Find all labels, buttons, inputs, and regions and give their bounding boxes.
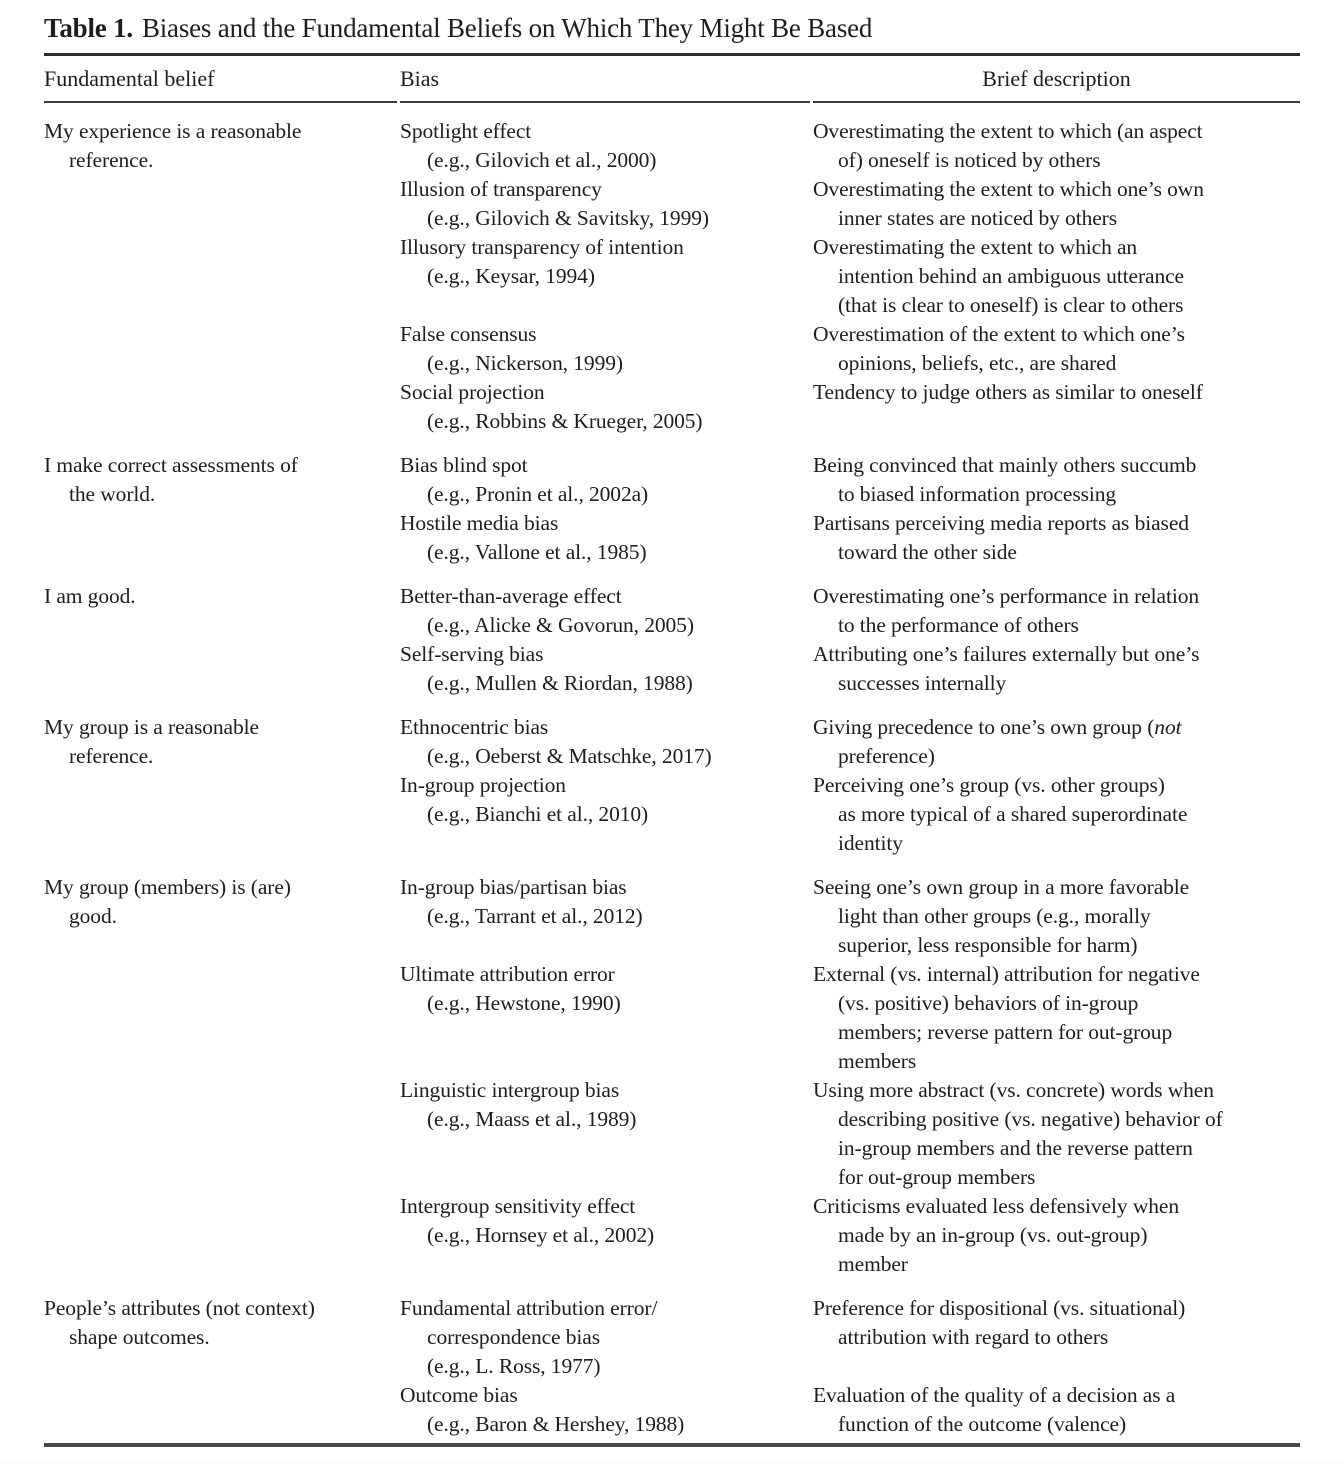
belief-line: I am good. (44, 584, 136, 608)
description-line: made by an in-group (vs. out-group) (838, 1223, 1148, 1247)
table-body (44, 117, 1300, 1439)
bias-name-line: False consensus (400, 322, 537, 346)
belief-group (44, 713, 1300, 858)
bias-name-line: Spotlight effect (400, 119, 532, 143)
description-line: to the performance of others (838, 613, 1079, 637)
brief-description-cell (813, 117, 1300, 175)
bias-citation-line: (e.g., Tarrant et al., 2012) (427, 904, 643, 928)
description-line: members (838, 1049, 917, 1073)
description-line: inner states are noticed by others (838, 206, 1117, 230)
bias-cell (400, 1192, 813, 1279)
brief-description-cell (813, 771, 1300, 858)
brief-description-cell (813, 873, 1300, 960)
table-row (400, 378, 1300, 436)
description-line: light than other groups (e.g., morally (838, 904, 1151, 928)
table-row (400, 509, 1300, 567)
description-line: Overestimating one’s performance in relation (813, 584, 1200, 608)
fundamental-belief-cell (44, 873, 400, 1279)
description-line: Tendency to judge others as similar to oneself (813, 380, 1203, 404)
bias-citation-line: (e.g., Hornsey et al., 2002) (427, 1223, 655, 1247)
column-header-fundamental-belief: Fundamental belief (44, 56, 397, 103)
bias-citation-line: (e.g., Robbins & Krueger, 2005) (427, 409, 703, 433)
table-title (44, 12, 1300, 44)
brief-description-cell (813, 1294, 1300, 1381)
table-title-text: Biases and the Fundamental Beliefs on Which They Might Be Based (141, 13, 873, 43)
bias-citation-line: (e.g., Mullen & Riordan, 1988) (427, 671, 693, 695)
bias-citation-line: (e.g., L. Ross, 1977) (427, 1354, 601, 1378)
brief-description-cell (813, 509, 1300, 567)
belief-line: shape outcomes. (69, 1325, 210, 1349)
bias-cell (400, 582, 813, 640)
bias-name-line: Self-serving bias (400, 642, 544, 666)
bias-cell (400, 1076, 813, 1192)
description-line: as more typical of a shared superordinate (838, 802, 1188, 826)
bias-name-line: Outcome bias (400, 1383, 518, 1407)
bias-name-line: In-group projection (400, 773, 566, 797)
bias-cell (400, 640, 813, 698)
bias-cell (400, 713, 813, 771)
table-row (400, 1294, 1300, 1381)
belief-line: good. (69, 904, 117, 928)
bias-citation-line: (e.g., Keysar, 1994) (427, 264, 595, 288)
description-line: of) oneself is noticed by others (838, 148, 1101, 172)
table-row (400, 117, 1300, 175)
table-row (400, 320, 1300, 378)
brief-description-cell (813, 1192, 1300, 1279)
table-row (400, 873, 1300, 960)
description-line: intention behind an ambiguous utterance (838, 264, 1184, 288)
description-line: describing positive (vs. negative) behavior of (838, 1107, 1223, 1131)
fundamental-belief-cell (44, 713, 400, 858)
brief-description-cell (813, 1381, 1300, 1439)
description-line: Overestimating the extent to which one’s own (813, 177, 1204, 201)
bias-cell (400, 771, 813, 858)
description-line: External (vs. internal) attribution for negative (813, 962, 1200, 986)
bias-cell (400, 117, 813, 175)
bias-cell (400, 1294, 813, 1381)
bias-citation-line: (e.g., Gilovich et al., 2000) (427, 148, 657, 172)
table-row (400, 771, 1300, 858)
brief-description-cell (813, 713, 1300, 771)
belief-line: I make correct assessments of (44, 453, 298, 477)
brief-description-cell (813, 960, 1300, 1076)
description-line: Using more abstract (vs. concrete) words when (813, 1078, 1214, 1102)
description-line: to biased information processing (838, 482, 1117, 506)
belief-group (44, 1294, 1300, 1439)
bias-name-line: Intergroup sensitivity effect (400, 1194, 636, 1218)
bias-cell (400, 960, 813, 1076)
bias-citation-line: (e.g., Oeberst & Matschke, 2017) (427, 744, 712, 768)
description-line: Partisans perceiving media reports as biased (813, 511, 1189, 535)
table-row (400, 960, 1300, 1076)
description-line: Seeing one’s own group in a more favorable (813, 875, 1190, 899)
brief-description-cell (813, 233, 1300, 320)
bias-citation-line: (e.g., Alicke & Govorun, 2005) (427, 613, 694, 637)
bias-name-line: correspondence bias (427, 1325, 601, 1349)
table-header-row (44, 56, 1300, 103)
description-line: Overestimation of the extent to which one’s (813, 322, 1185, 346)
bias-name-line: Social projection (400, 380, 545, 404)
bias-cell (400, 451, 813, 509)
bias-citation-line: (e.g., Bianchi et al., 2010) (427, 802, 649, 826)
description-line: Being convinced that mainly others succumb (813, 453, 1197, 477)
description-line: toward the other side (838, 540, 1017, 564)
description-line: for out-group members (838, 1165, 1036, 1189)
description-line: superior, less responsible for harm) (838, 933, 1138, 957)
description-line: Attributing one’s failures externally but one’s (813, 642, 1200, 666)
bias-citation-line: (e.g., Hewstone, 1990) (427, 991, 621, 1015)
description-line: Preference for dispositional (vs. situational) (813, 1296, 1186, 1320)
bias-name-line: Linguistic intergroup bias (400, 1078, 620, 1102)
belief-line: My group (members) is (are) (44, 875, 291, 899)
table-row (400, 640, 1300, 698)
table-row (400, 233, 1300, 320)
bias-rows (400, 1294, 1300, 1439)
bias-name-line: Hostile media bias (400, 511, 559, 535)
belief-group (44, 117, 1300, 436)
brief-description-cell (813, 175, 1300, 233)
bias-cell (400, 873, 813, 960)
bias-cell (400, 233, 813, 320)
bias-cell (400, 1381, 813, 1439)
belief-line: My experience is a reasonable (44, 119, 302, 143)
description-line: identity (838, 831, 903, 855)
description-line: Overestimating the extent to which an (813, 235, 1138, 259)
table-row (400, 451, 1300, 509)
description-line: successes internally (838, 671, 1007, 695)
description-line: member (838, 1252, 908, 1276)
bias-rows (400, 451, 1300, 567)
bias-cell (400, 509, 813, 567)
description-line: (vs. positive) behaviors of in-group (838, 991, 1139, 1015)
table-row (400, 1381, 1300, 1439)
bias-rows (400, 873, 1300, 1279)
column-header-brief-description: Brief description (813, 56, 1300, 103)
belief-line: reference. (69, 148, 154, 172)
description-line: Criticisms evaluated less defensively when (813, 1194, 1179, 1218)
belief-group (44, 873, 1300, 1279)
description-line: Overestimating the extent to which (an aspect (813, 119, 1203, 143)
bias-cell (400, 378, 813, 436)
fundamental-belief-cell (44, 1294, 400, 1439)
page-bottom-edge (0, 1460, 1344, 1464)
bias-rows (400, 117, 1300, 436)
bias-cell (400, 175, 813, 233)
description-line: Evaluation of the quality of a decision as a (813, 1383, 1176, 1407)
brief-description-cell (813, 582, 1300, 640)
description-line: Giving precedence to one’s own group (not (813, 715, 1182, 739)
bias-name-line: Ultimate attribution error (400, 962, 615, 986)
bias-citation-line: (e.g., Nickerson, 1999) (427, 351, 623, 375)
description-line: attribution with regard to others (838, 1325, 1109, 1349)
bias-citation-line: (e.g., Baron & Hershey, 1988) (427, 1412, 685, 1436)
bias-name-line: Bias blind spot (400, 453, 528, 477)
bias-name-line: Fundamental attribution error/ (400, 1296, 658, 1320)
description-line: opinions, beliefs, etc., are shared (838, 351, 1117, 375)
bias-citation-line: (e.g., Vallone et al., 1985) (427, 540, 647, 564)
brief-description-cell (813, 640, 1300, 698)
description-line: Perceiving one’s group (vs. other groups) (813, 773, 1165, 797)
belief-line: My group is a reasonable (44, 715, 259, 739)
bias-name-line: Better-than-average effect (400, 584, 622, 608)
bias-rows (400, 582, 1300, 698)
description-line: in-group members and the reverse pattern (838, 1136, 1193, 1160)
bias-cell (400, 320, 813, 378)
brief-description-cell (813, 320, 1300, 378)
belief-line: People’s attributes (not context) (44, 1296, 315, 1320)
description-line: preference) (838, 744, 935, 768)
belief-group (44, 582, 1300, 698)
fundamental-belief-cell (44, 451, 400, 567)
table-title-label: Table 1. (44, 13, 133, 43)
table-row (400, 582, 1300, 640)
paper-table-page (0, 12, 1344, 1464)
bias-name-line: Ethnocentric bias (400, 715, 549, 739)
description-line: function of the outcome (valence) (838, 1412, 1127, 1436)
fundamental-belief-cell (44, 117, 400, 436)
belief-line: the world. (69, 482, 156, 506)
belief-group (44, 451, 1300, 567)
table-row (400, 1192, 1300, 1279)
table-row (400, 1076, 1300, 1192)
brief-description-cell (813, 451, 1300, 509)
description-line: (that is clear to oneself) is clear to others (838, 293, 1184, 317)
table-row (400, 713, 1300, 771)
fundamental-belief-cell (44, 582, 400, 698)
bias-citation-line: (e.g., Maass et al., 1989) (427, 1107, 637, 1131)
brief-description-cell (813, 1076, 1300, 1192)
bias-citation-line: (e.g., Gilovich & Savitsky, 1999) (427, 206, 709, 230)
bias-name-line: Illusory transparency of intention (400, 235, 684, 259)
table-row (400, 175, 1300, 233)
bias-rows (400, 713, 1300, 858)
column-header-bias: Bias (400, 56, 810, 103)
bias-citation-line: (e.g., Pronin et al., 2002a) (427, 482, 649, 506)
belief-line: reference. (69, 744, 154, 768)
brief-description-cell (813, 378, 1300, 436)
bottom-rule (44, 1443, 1300, 1447)
bias-name-line: In-group bias/partisan bias (400, 875, 627, 899)
description-line: members; reverse pattern for out-group (838, 1020, 1173, 1044)
bias-name-line: Illusion of transparency (400, 177, 602, 201)
